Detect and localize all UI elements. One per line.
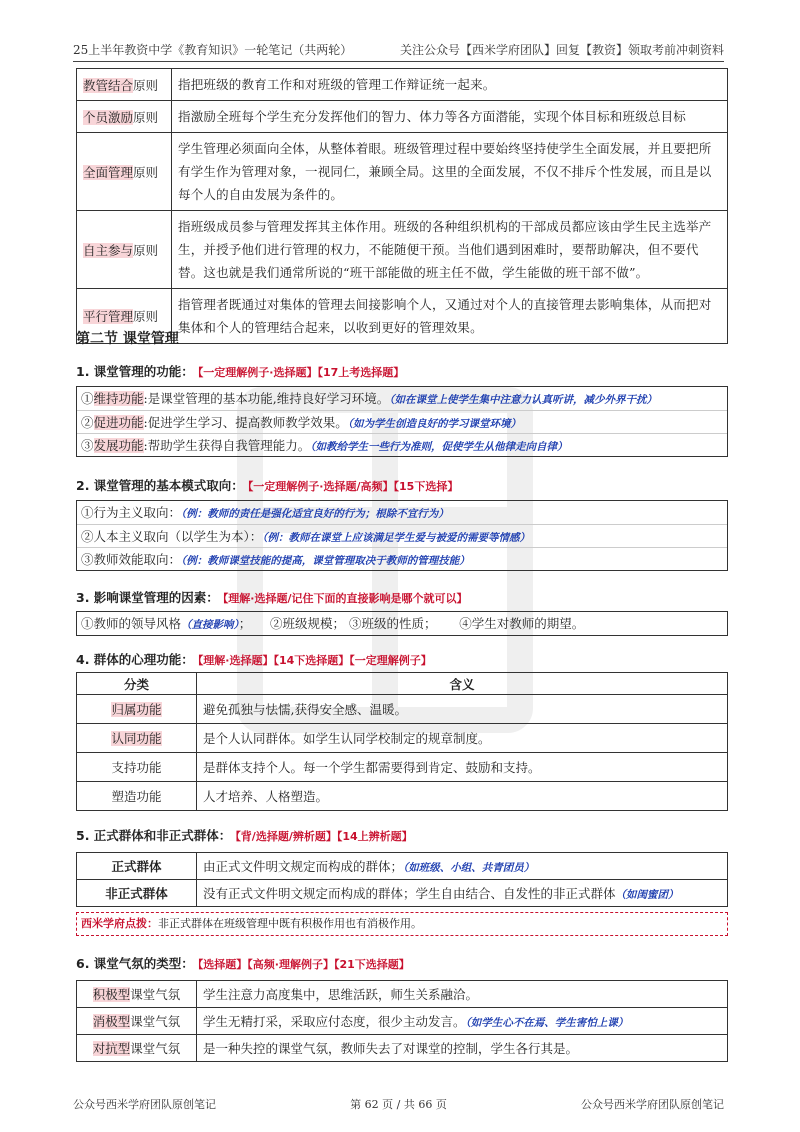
header-title: 25上半年教资中学《教育知识》一轮笔记（共两轮） [73, 43, 353, 57]
table-row [77, 753, 728, 782]
group-example: （如班级、小组、共青团员） [403, 862, 535, 874]
function-name: 支持功能 [111, 760, 162, 775]
list-item [77, 501, 727, 524]
principle-name: 自主参与 [83, 242, 134, 258]
principle-text: 指班级成员参与管理发挥其主体作用。班级的各种组织机构的干部成员都应该由学生民主选举产生，并授予他们进行管理的权力，不能随便干预。当他们遇到困难时，要帮助解决，但不要代替。这也就是我们通常所说的“班干部能做的班主任不做，学生能做的班干部不做”。 [172, 211, 728, 289]
function-meaning: 是个人认同群体。如学生认同学校制定的规章制度。 [197, 724, 728, 753]
q2-box [76, 500, 728, 571]
question-tags: 【一定理解例子·选择题/高频】【15下选择】 [247, 480, 459, 493]
item-number: ③ [81, 438, 94, 453]
question-1-heading [76, 362, 404, 380]
column-header: 含义 [197, 673, 728, 695]
principle-text: 指激励全班每个学生充分发挥他们的智力、体力等各方面潜能，实现个体目标和班级总目标 [172, 101, 728, 133]
question-title: 1. 课堂管理的功能： [76, 364, 194, 379]
climate-type: 积极型 [92, 987, 131, 1002]
principle-text: 指管理者既通过对集体的管理去间接影响个人，又通过对个人的直接管理去影响集体，从而把对集体和个人的管理结合起来，以收到更好的管理效果。 [172, 289, 728, 344]
table-row [77, 1008, 728, 1035]
question-tags: 【理解·选择题】【14下选择题】【一定理解例子】 [197, 654, 432, 667]
item-text: :促进学生学习、提高教师教学效果。 [143, 415, 348, 430]
principles-table [76, 68, 728, 344]
group-type-table [76, 852, 728, 907]
group-function-table [76, 672, 728, 811]
climate-type: 消极型 [92, 1014, 131, 1029]
list-item [77, 410, 727, 433]
function-meaning: 人才培养、人格塑造。 [197, 782, 728, 811]
group-definition: 没有正式文件明文规定而构成的群体；学生自由结合、自发性的非正式群体 [203, 886, 616, 901]
question-4-heading [76, 650, 432, 668]
question-tags: 【一定理解例子·选择题】【17上考选择题】 [197, 366, 405, 379]
question-title: 2. 课堂管理的基本模式取向： [76, 478, 244, 493]
function-meaning: 避免孤独与怯懦,获得安全感、温暖。 [197, 695, 728, 724]
table-row [77, 981, 728, 1008]
factor-4: ④学生对教师的期望。 [459, 616, 585, 631]
question-tags: 【选择题】【高频·理解例子】【21下选择题】 [197, 958, 410, 971]
item-number: ① [81, 391, 94, 406]
factor-row [77, 612, 727, 635]
function-meaning: 是群体支持个人。每一个学生都需要得到肯定、鼓励和支持。 [197, 753, 728, 782]
tip-text: 非正式群体在班级管理中既有积极作用也有消极作用。 [158, 917, 422, 930]
climate-example: （如学生心不在焉、学生害怕上课） [465, 1017, 629, 1029]
table-row [77, 1035, 728, 1062]
question-tags: 【理解·选择题/记住下面的直接影响是哪个就可以】 [222, 592, 468, 605]
question-2-heading [76, 476, 458, 494]
climate-suffix: 课堂气氛 [130, 1041, 181, 1056]
question-3-heading [76, 588, 468, 606]
item-highlight: 维持功能 [93, 391, 144, 406]
item-highlight: 发展功能 [93, 438, 144, 453]
principle-suffix: 原则 [133, 309, 159, 324]
item-example: （例：教师的责任是强化适宜良好的行为；根除不宜行为） [181, 508, 449, 520]
climate-suffix: 课堂气氛 [130, 1014, 181, 1029]
principle-name: 全面管理 [83, 164, 134, 180]
factor-3: ③班级的性质； [349, 616, 431, 631]
item-text: ③教师效能取向： [81, 552, 182, 567]
group-example: （如闺蜜团） [615, 889, 679, 901]
factor-2: ； ②班级规模； [238, 616, 346, 631]
page-header [73, 38, 724, 62]
table-row [77, 133, 728, 211]
q1-box [76, 386, 728, 457]
climate-description: 是一种失控的课堂气氛，教师失去了对课堂的控制，学生各行其是。 [203, 1041, 579, 1056]
question-title: 6. 课堂气氛的类型： [76, 956, 194, 971]
principle-suffix: 原则 [133, 77, 159, 93]
list-item [77, 547, 727, 570]
footer-right: 公众号西米学府团队原创笔记 [581, 1098, 724, 1111]
table-row [77, 695, 728, 724]
item-text: :是课堂管理的基本功能,维持良好学习环境。 [143, 391, 390, 406]
page-footer [73, 1096, 724, 1112]
table-row [77, 782, 728, 811]
table-row [77, 880, 728, 907]
principle-suffix: 原则 [133, 164, 159, 180]
item-example: （例：教师在课堂上应该满足学生爱与被爱的需要等情感） [262, 532, 531, 544]
function-name: 归属功能 [111, 702, 162, 717]
factor-1-note: （直接影响） [181, 619, 239, 631]
item-example: （例：教师课堂技能的提高，课堂管理取决于教师的管理技能） [181, 555, 470, 567]
section-title: 第二节 课堂管理 [76, 331, 179, 347]
principle-name: 教管结合 [83, 77, 134, 93]
principle-name: 平行管理 [83, 309, 134, 324]
item-text: ①行为主义取向： [81, 505, 182, 520]
column-header: 分类 [77, 673, 197, 695]
principle-suffix: 原则 [133, 109, 159, 125]
principle-text: 指把班级的教育工作和对班级的管理工作辩证统一起来。 [172, 69, 728, 101]
table-row [77, 853, 728, 880]
item-highlight: 促进功能 [93, 415, 144, 430]
principle-name: 个员激励 [83, 109, 134, 125]
question-5-heading [76, 826, 413, 844]
list-item [77, 524, 727, 547]
item-number: ② [81, 415, 94, 430]
item-example: （如教给学生一些行为准则，促使学生从他律走向自律） [310, 441, 568, 453]
climate-description: 学生注意力高度集中，思维活跃，师生关系融洽。 [203, 987, 479, 1002]
function-name: 塑造功能 [111, 789, 162, 804]
question-title: 3. 影响课堂管理的因素： [76, 590, 219, 605]
principle-text: 学生管理必须面向全体，从整体着眼。班级管理过程中要始终坚持使学生全面发展，并且要把所有学生作为管理对象，一视同仁，兼顾全局。这里的全面发展，不仅不排斥个性发展，而且是以每个人的自由发展为条件的。 [172, 133, 728, 211]
question-tags: 【背/选择题/辨析题】【14上辨析题】 [235, 830, 413, 843]
table-row [77, 211, 728, 289]
climate-description: 学生无精打采，采取应付态度，很少主动发言。 [203, 1014, 466, 1029]
footer-left: 公众号西米学府团队原创笔记 [73, 1098, 216, 1111]
group-name: 正式群体 [77, 853, 197, 880]
question-title: 4. 群体的心理功能： [76, 652, 194, 667]
table-row [77, 69, 728, 101]
page-number: 第 62 页 / 共 66 页 [350, 1098, 447, 1111]
question-6-heading [76, 954, 410, 972]
item-example: （如为学生创造良好的学习课堂环境） [347, 418, 521, 430]
tip-label: 西米学府点拨： [81, 917, 158, 930]
table-row [77, 101, 728, 133]
list-item [77, 387, 727, 410]
q3-box [76, 611, 728, 636]
item-example: （如在课堂上使学生集中注意力认真听讲，减少外界干扰） [389, 394, 657, 406]
tip-note [76, 912, 728, 936]
table-row [77, 724, 728, 753]
group-name: 非正式群体 [77, 880, 197, 907]
group-definition: 由正式文件明文规定而构成的群体； [203, 859, 404, 874]
question-title: 5. 正式群体和非正式群体： [76, 828, 232, 843]
list-item [77, 433, 727, 456]
principle-suffix: 原则 [133, 242, 159, 258]
function-name: 认同功能 [111, 731, 162, 746]
classroom-climate-table [76, 980, 728, 1062]
item-text: :帮助学生获得自我管理能力。 [143, 438, 311, 453]
item-text: ②人本主义取向（以学生为本）： [81, 529, 263, 544]
climate-type: 对抗型 [92, 1041, 131, 1056]
table-header-row [77, 673, 728, 695]
header-promo: 关注公众号【西米学府团队】回复【教资】领取考前冲刺资料 [399, 43, 724, 57]
factor-1: ①教师的领导风格 [81, 616, 182, 631]
climate-suffix: 课堂气氛 [130, 987, 181, 1002]
